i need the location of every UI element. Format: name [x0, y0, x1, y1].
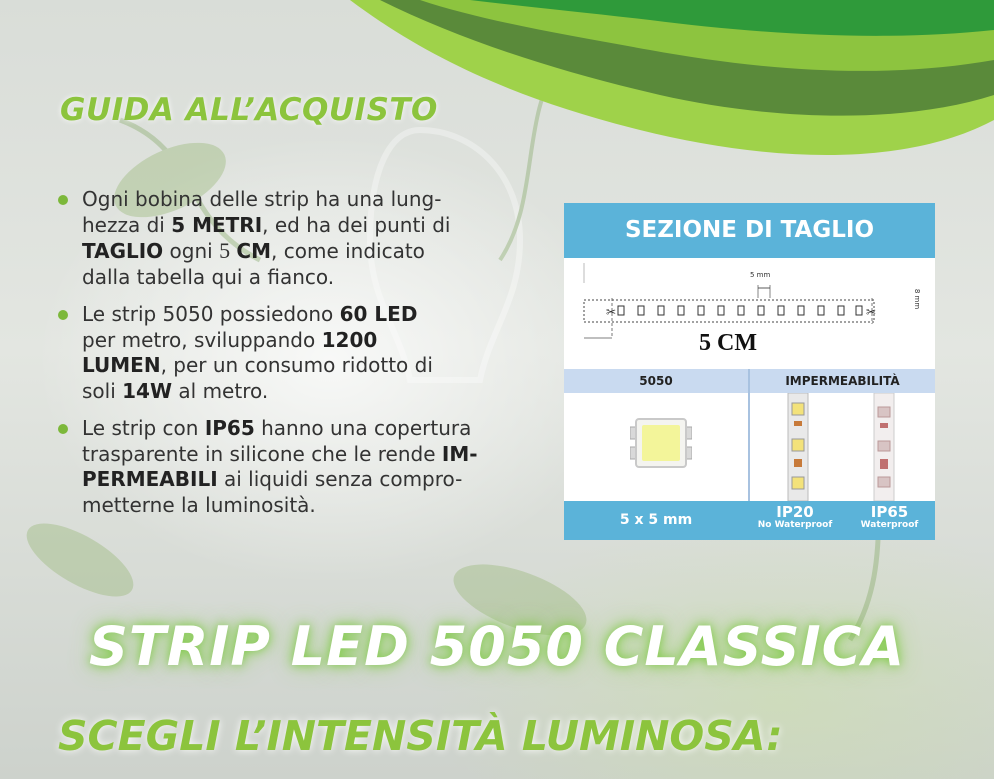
cut-distance-label: 5 CM [699, 330, 757, 356]
product-subtitle: SCEGLI L’INTENSITÀ LUMINOSA: [58, 712, 783, 760]
bullet-item-leds: Le strip 5050 possiedono 60 LED per metro, sviluppando 1200 LUMEN, per un consumo ridotto di soli 14W al metro. [58, 302, 528, 404]
ip20-strip-image [786, 393, 810, 501]
svg-text:✂: ✂ [606, 305, 617, 319]
chip-size-label: 5 x 5 mm [619, 512, 693, 528]
width-label: 8 mm [913, 288, 922, 310]
column-waterproof: IMPERMEABILITÀ [785, 374, 900, 388]
bullet-dot [58, 195, 68, 205]
led-chip-image [630, 417, 692, 469]
table-header: SEZIONE DI TAGLIO [564, 203, 935, 258]
bullet-dot [58, 424, 68, 434]
top-wave-decoration [0, 0, 994, 170]
column-5050: 5050 [639, 374, 673, 388]
spacing-label: 5 mm [750, 271, 771, 279]
guide-bullet-list [58, 187, 528, 530]
guide-title: GUIDA ALL’ACQUISTO [60, 92, 438, 128]
bullet-item-ip65: Le strip con IP65 hanno una copertura trasparente in silicone che le rende IM- PERMEABILI ai liquidi senza compro- metterne la luminosità. [58, 416, 528, 518]
bullet-item-length: Ogni bobina delle strip ha una lung- hezza di 5 METRI, ed ha dei punti di TAGLIO ogni 5 CM, come indicato dalla tabella qui a fianco. [58, 187, 528, 290]
bullet-dot [58, 310, 68, 320]
product-title: STRIP LED 5050 CLASSICA [89, 615, 905, 678]
svg-text:✂: ✂ [866, 305, 877, 319]
ip20-label: IP20 No Waterproof [757, 503, 833, 530]
ip65-strip-image [872, 393, 896, 501]
cut-section-table [564, 203, 935, 540]
ip65-label: IP65 Waterproof [860, 503, 919, 530]
